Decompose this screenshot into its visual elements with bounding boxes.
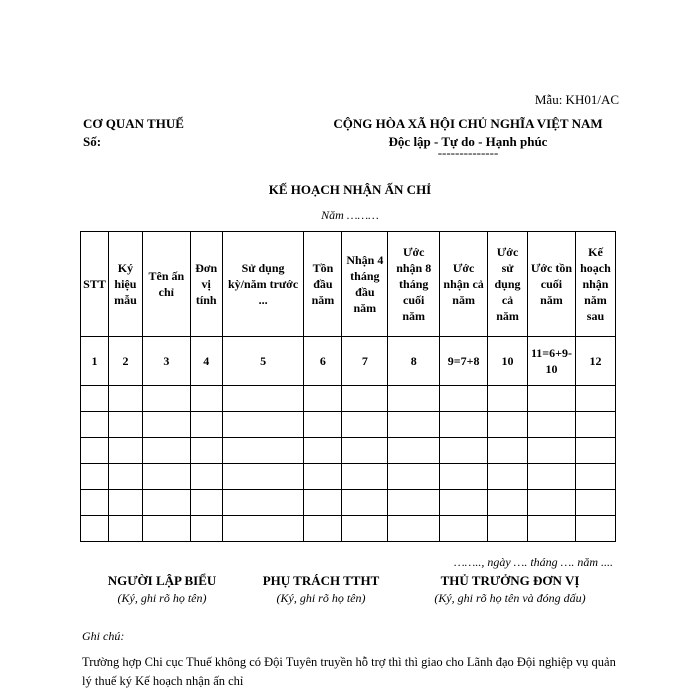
- column-number-line: 11=6+9-: [530, 346, 572, 360]
- column-number-line: 6: [319, 354, 326, 368]
- table-cell[interactable]: [81, 412, 109, 438]
- table-row: [81, 412, 616, 438]
- column-number: [488, 337, 528, 386]
- column-header: [304, 232, 342, 337]
- column-header-line: sử: [501, 261, 514, 275]
- column-header-line: cuối: [540, 277, 563, 291]
- table-cell[interactable]: [142, 464, 190, 490]
- column-header: [342, 232, 388, 337]
- column-header-line: tính: [195, 293, 217, 307]
- national-heading: [300, 115, 636, 160]
- column-header: [440, 232, 488, 337]
- table-cell[interactable]: [527, 516, 575, 542]
- column-header-line: năm: [311, 293, 335, 307]
- table-cell[interactable]: [222, 490, 304, 516]
- table-cell[interactable]: [342, 516, 388, 542]
- table-cell[interactable]: [388, 490, 440, 516]
- column-number-line: 12: [589, 354, 602, 368]
- table-cell[interactable]: [527, 490, 575, 516]
- column-number: [222, 337, 304, 386]
- column-number: [81, 337, 109, 386]
- column-header: [108, 232, 142, 337]
- signature-supervisor: [243, 572, 399, 606]
- table-cell[interactable]: [440, 516, 488, 542]
- table-row: [81, 490, 616, 516]
- table-cell[interactable]: [342, 386, 388, 412]
- column-number: [190, 337, 222, 386]
- table-cell[interactable]: [388, 386, 440, 412]
- column-header: [488, 232, 528, 337]
- column-header-line: Ước: [402, 245, 425, 259]
- table-cell[interactable]: [108, 438, 142, 464]
- column-number-line: 7: [361, 354, 368, 368]
- column-header-line: sau: [586, 309, 605, 323]
- column-number: [342, 337, 388, 386]
- table-cell[interactable]: [222, 412, 304, 438]
- column-header: [142, 232, 190, 337]
- column-header-line: năm: [452, 293, 475, 307]
- table-cell[interactable]: [527, 386, 575, 412]
- column-number-line: 5: [260, 354, 267, 368]
- table-cell[interactable]: [222, 386, 304, 412]
- column-header-line: Sử dụng: [241, 261, 285, 275]
- column-number: [304, 337, 342, 386]
- table-cell[interactable]: [222, 464, 304, 490]
- table-cell[interactable]: [142, 516, 190, 542]
- column-header-line: tháng: [350, 269, 380, 283]
- column-header-line: Tồn: [312, 261, 334, 275]
- column-header-line: cuối: [403, 293, 425, 307]
- table-header-row: [81, 232, 616, 337]
- signature-role: NGƯỜI LẬP BIỂU: [107, 573, 217, 588]
- date-line: …….., ngày …. tháng …. năm ....: [453, 555, 613, 569]
- column-header-line: năm: [540, 293, 563, 307]
- column-header: [190, 232, 222, 337]
- year-line: Năm ………: [321, 208, 379, 222]
- signature-role: PHỤ TRÁCH TTHT: [262, 573, 380, 588]
- table-cell[interactable]: [342, 464, 388, 490]
- column-header-line: Kế: [588, 245, 603, 259]
- table-cell[interactable]: [575, 412, 615, 438]
- table-cell[interactable]: [488, 438, 528, 464]
- signature-hint: (Ký, ghi rõ họ tên và đóng dấu): [434, 591, 586, 605]
- column-header-line: dụng: [494, 277, 521, 291]
- column-header-line: nhận: [582, 277, 609, 291]
- signature-hint: (Ký, ghi rõ họ tên): [117, 591, 207, 605]
- column-header-line: tháng: [399, 277, 429, 291]
- column-header-line: Đơn: [195, 261, 218, 275]
- table-row: [81, 386, 616, 412]
- table-cell[interactable]: [81, 490, 109, 516]
- table-cell[interactable]: [388, 516, 440, 542]
- column-header: [388, 232, 440, 337]
- table-body: [81, 337, 616, 542]
- table-cell[interactable]: [440, 464, 488, 490]
- table-cell[interactable]: [527, 412, 575, 438]
- column-number: [388, 337, 440, 386]
- table-cell[interactable]: [190, 490, 222, 516]
- table-cell[interactable]: [190, 464, 222, 490]
- note-text: Trường hợp Chi cục Thuế không có Đội Tuyên truyền hỗ trợ thì thì giao cho Lãnh đạo Đội nghiệp vụ quản lý thuế ký Kế hoạch nhận ấn chỉ: [82, 655, 616, 688]
- column-header-line: vị: [201, 277, 211, 291]
- table-cell[interactable]: [190, 412, 222, 438]
- table-cell[interactable]: [304, 516, 342, 542]
- table-row: [81, 438, 616, 464]
- table-cell[interactable]: [488, 412, 528, 438]
- column-number: [440, 337, 488, 386]
- table-cell[interactable]: [575, 490, 615, 516]
- column-number-line: 10: [501, 354, 514, 368]
- table-cell[interactable]: [575, 464, 615, 490]
- document-number-label: Số:: [83, 134, 102, 149]
- table-cell[interactable]: [575, 516, 615, 542]
- column-header: [81, 232, 109, 337]
- column-header-line: Nhận 4: [346, 253, 384, 267]
- table-cell[interactable]: [527, 464, 575, 490]
- column-header-line: kỳ/năm trước: [227, 277, 299, 291]
- column-header-line: đầu: [313, 277, 333, 291]
- table-cell[interactable]: [440, 490, 488, 516]
- table-cell[interactable]: [81, 386, 109, 412]
- column-header-line: chỉ: [158, 285, 174, 299]
- column-number-row: [81, 337, 616, 386]
- table-cell[interactable]: [342, 490, 388, 516]
- table-cell[interactable]: [304, 464, 342, 490]
- column-number-line: 10: [545, 362, 558, 376]
- signature-role: THỦ TRƯỞNG ĐƠN VỊ: [440, 573, 580, 588]
- table-cell[interactable]: [108, 464, 142, 490]
- column-number: [108, 337, 142, 386]
- plan-table: [80, 231, 616, 542]
- table-cell[interactable]: [488, 386, 528, 412]
- column-header-line: ...: [258, 293, 268, 307]
- table-cell[interactable]: [440, 438, 488, 464]
- form-code: Mẫu: KH01/AC: [534, 92, 619, 107]
- column-header-line: Tên ấn: [148, 269, 185, 283]
- table-cell[interactable]: [575, 438, 615, 464]
- table-cell[interactable]: [142, 490, 190, 516]
- document-title: KẾ HOẠCH NHẬN ẤN CHỈ: [268, 182, 432, 197]
- table-cell[interactable]: [108, 490, 142, 516]
- table-cell[interactable]: [142, 438, 190, 464]
- column-number-line: 1: [91, 354, 98, 368]
- table-row: [81, 516, 616, 542]
- column-header-line: Ký: [117, 261, 134, 275]
- table-cell[interactable]: [440, 412, 488, 438]
- table-cell[interactable]: [488, 464, 528, 490]
- table-cell[interactable]: [575, 386, 615, 412]
- table-row: [81, 464, 616, 490]
- column-header-line: đầu: [355, 285, 375, 299]
- column-header-line: năm: [402, 309, 426, 323]
- table-cell[interactable]: [388, 412, 440, 438]
- column-number-line: 3: [163, 354, 170, 368]
- column-header-line: năm: [584, 293, 607, 307]
- column-header-line: nhận cả: [443, 277, 484, 291]
- table-cell[interactable]: [81, 464, 109, 490]
- table-cell[interactable]: [142, 386, 190, 412]
- column-number: [575, 337, 615, 386]
- table-cell[interactable]: [342, 412, 388, 438]
- column-header-line: cả: [501, 293, 514, 307]
- column-header: [575, 232, 615, 337]
- column-header: [527, 232, 575, 337]
- heading-separator: --------------: [437, 145, 499, 160]
- column-header-line: năm: [353, 301, 377, 315]
- column-header-line: STT: [83, 277, 106, 291]
- national-motto: Độc lập - Tự do - Hạnh phúc: [388, 134, 548, 149]
- table-cell[interactable]: [142, 412, 190, 438]
- column-header-line: nhận 8: [396, 261, 432, 275]
- table-cell[interactable]: [108, 386, 142, 412]
- column-header-line: năm: [496, 309, 519, 323]
- table-cell[interactable]: [527, 438, 575, 464]
- agency-name: CƠ QUAN THUẾ: [83, 116, 184, 131]
- column-number-line: 8: [410, 354, 417, 368]
- column-header-line: hoạch: [580, 261, 611, 275]
- table-cell[interactable]: [81, 438, 109, 464]
- table-cell[interactable]: [488, 490, 528, 516]
- table-cell[interactable]: [190, 386, 222, 412]
- column-header-line: mẫu: [114, 293, 137, 307]
- column-number: [527, 337, 575, 386]
- column-number-line: 4: [203, 354, 210, 368]
- signature-head: [410, 572, 610, 606]
- table-cell[interactable]: [108, 412, 142, 438]
- note-label: Ghi chú:: [82, 629, 125, 643]
- table-cell[interactable]: [304, 386, 342, 412]
- table-cell[interactable]: [81, 516, 109, 542]
- signature-preparer: [87, 572, 237, 606]
- table-cell[interactable]: [190, 438, 222, 464]
- column-header: [222, 232, 304, 337]
- table-cell[interactable]: [488, 516, 528, 542]
- table-cell[interactable]: [440, 386, 488, 412]
- column-number-line: 9=7+8: [447, 354, 480, 368]
- signature-hint: (Ký, ghi rõ họ tên): [276, 591, 366, 605]
- column-number: [142, 337, 190, 386]
- table-cell[interactable]: [342, 438, 388, 464]
- table-cell[interactable]: [222, 438, 304, 464]
- table-cell[interactable]: [108, 516, 142, 542]
- table-cell[interactable]: [222, 516, 304, 542]
- republic-name: CỘNG HÒA XÃ HỘI CHỦ NGHĨA VIỆT NAM: [333, 116, 603, 131]
- column-header-line: hiệu: [114, 277, 137, 291]
- table-cell[interactable]: [304, 490, 342, 516]
- column-header-line: Ước: [452, 261, 475, 275]
- table-cell[interactable]: [304, 438, 342, 464]
- table-cell[interactable]: [190, 516, 222, 542]
- column-number-line: 2: [122, 354, 129, 368]
- table-cell[interactable]: [388, 464, 440, 490]
- column-header-line: Ước tồn: [530, 261, 573, 275]
- table-cell[interactable]: [388, 438, 440, 464]
- agency-block: [83, 115, 184, 151]
- column-header-line: Ước: [496, 245, 519, 259]
- table-cell[interactable]: [304, 412, 342, 438]
